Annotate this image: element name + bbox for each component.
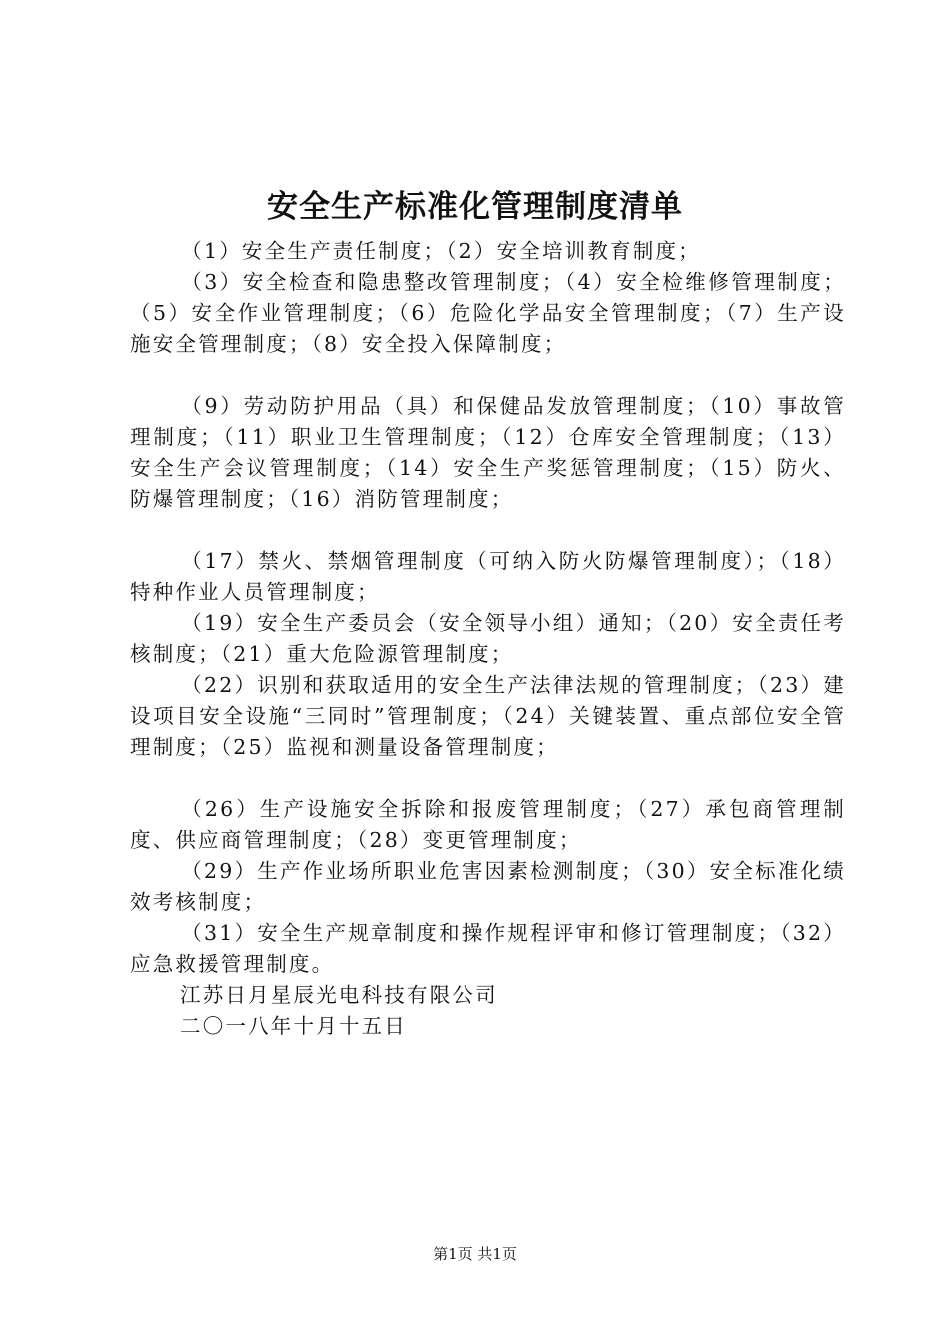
- paragraph-5: （19）安全生产委员会（安全领导小组）通知；（20）安全责任考核制度；（21）重大危险源管理制度；: [130, 611, 846, 666]
- paragraph-8: （29）生产作业场所职业危害因素检测制度；（30）安全标准化绩效考核制度；: [130, 859, 846, 914]
- paragraph-2: （3）安全检查和隐患整改管理制度；（4）安全检维修管理制度；（5）安全作业管理制度；（6）危险化学品安全管理制度；（7）生产设施安全管理制度；（8）安全投入保障制度；: [130, 270, 846, 356]
- paragraph-7: （26）生产设施安全拆除和报废管理制度；（27）承包商管理制度、供应商管理制度；（28）变更管理制度；: [130, 797, 846, 852]
- signature-company: 江苏日月星辰光电科技有限公司: [180, 983, 498, 1007]
- paragraph-9: （31）安全生产规章制度和操作规程评审和修订管理制度；（32）应急救援管理制度。: [130, 921, 846, 976]
- document-body: [130, 236, 846, 1042]
- paragraph-3: （9）劳动防护用品（具）和保健品发放管理制度；（10）事故管理制度；（11）职业卫生管理制度；（12）仓库安全管理制度；（13）安全生产会议管理制度；（14）安全生产奖惩管理制度；（15）防火、防爆管理制度；（16）消防管理制度；: [130, 394, 846, 511]
- paragraph-4: （17）禁火、禁烟管理制度（可纳入防火防爆管理制度）；（18）特种作业人员管理制度；: [130, 549, 846, 604]
- paragraph-1: （1）安全生产责任制度；（2）安全培训教育制度；: [181, 239, 701, 263]
- page-footer: 第1页 共1页: [433, 1245, 517, 1263]
- paragraph-6: （22）识别和获取适用的安全生产法律法规的管理制度；（23）建设项目安全设施“三同时”管理制度；（24）关键装置、重点部位安全管理制度；（25）监视和测量设备管理制度；: [130, 673, 846, 759]
- document-title: 安全生产标准化管理制度清单: [267, 189, 683, 225]
- signature-date: 二〇一八年十月十五日: [180, 1014, 407, 1038]
